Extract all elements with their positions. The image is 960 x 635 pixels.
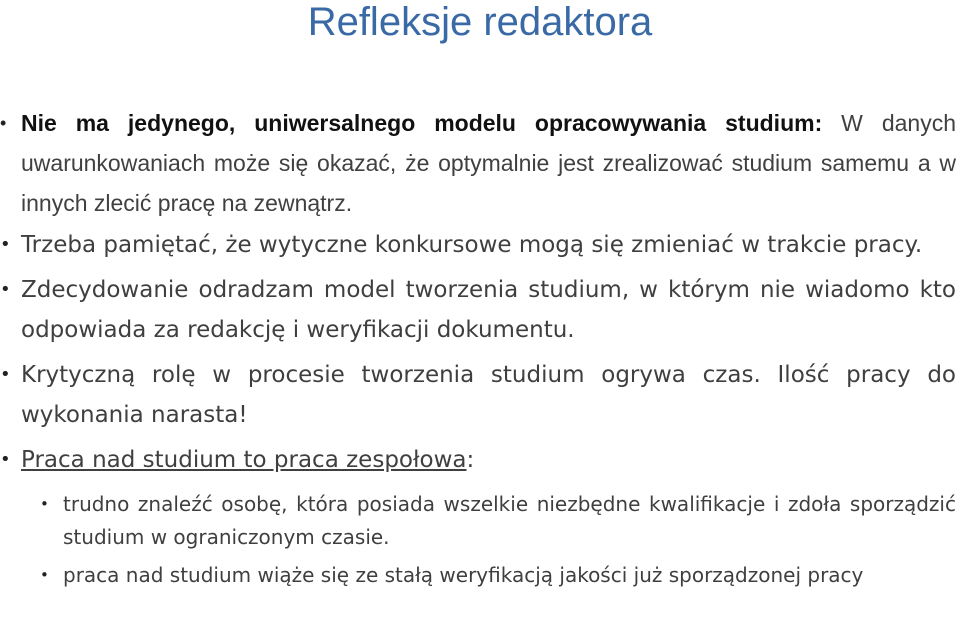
- bullet-item-5: [0, 440, 960, 480]
- sub-bullet-item-1-text: trudno znaleźć osobę, która posiada wszelkie niezbędne kwalifikacje i zdoła sporządzić studium w ograniczonym czasie.: [63, 492, 956, 549]
- bullet-dot-icon: •: [0, 449, 11, 470]
- bullet-dot-icon: •: [0, 113, 7, 133]
- sub-bullet-list: [0, 488, 960, 592]
- bullet-item-1: [0, 103, 960, 223]
- bullet-dot-icon: •: [40, 566, 49, 584]
- bullet-item-4-text: Krytyczną rolę w procesie tworzenia studium ogrywa czas. Ilość pracy do wykonania narasta!: [21, 362, 956, 428]
- bullet-item-1-text: W danych uwarunkowaniach może się okazać, że optymalnie jest zrealizować studium samemu a w innych zlecić pracę na zewnątrz.: [21, 110, 956, 216]
- bullet-dot-icon: •: [0, 234, 11, 255]
- bullet-item-5-suffix: :: [466, 447, 475, 473]
- sub-bullet-item-1: [0, 488, 960, 554]
- bullet-item-4: [0, 355, 960, 435]
- sub-bullet-item-2: [0, 559, 960, 592]
- bullet-dot-icon: •: [0, 279, 11, 300]
- bullet-item-5-heading: Praca nad studium to praca zespołowa: [21, 447, 467, 473]
- bullet-item-1-lead: Nie ma jedynego, uniwersalnego modelu opracowywania studium:: [21, 110, 823, 136]
- bullet-item-3: [0, 270, 960, 350]
- bullet-dot-icon: •: [40, 495, 49, 513]
- slide-title: Refleksje redaktora: [307, 0, 653, 44]
- bullet-item-2-text: Trzeba pamiętać, że wytyczne konkursowe mogą się zmieniać w trakcie pracy.: [21, 232, 923, 258]
- bullet-item-3-text: Zdecydowanie odradzam model tworzenia studium, w którym nie wiadomo kto odpowiada za redakcję i weryfikacji dokumentu.: [21, 277, 956, 343]
- sub-bullet-item-2-text: praca nad studium wiąże się ze stałą weryfikacją jakości już sporządzonej pracy: [63, 563, 864, 587]
- bullet-item-2: [0, 225, 960, 265]
- bullet-dot-icon: •: [0, 364, 11, 385]
- bullet-list: [0, 103, 960, 597]
